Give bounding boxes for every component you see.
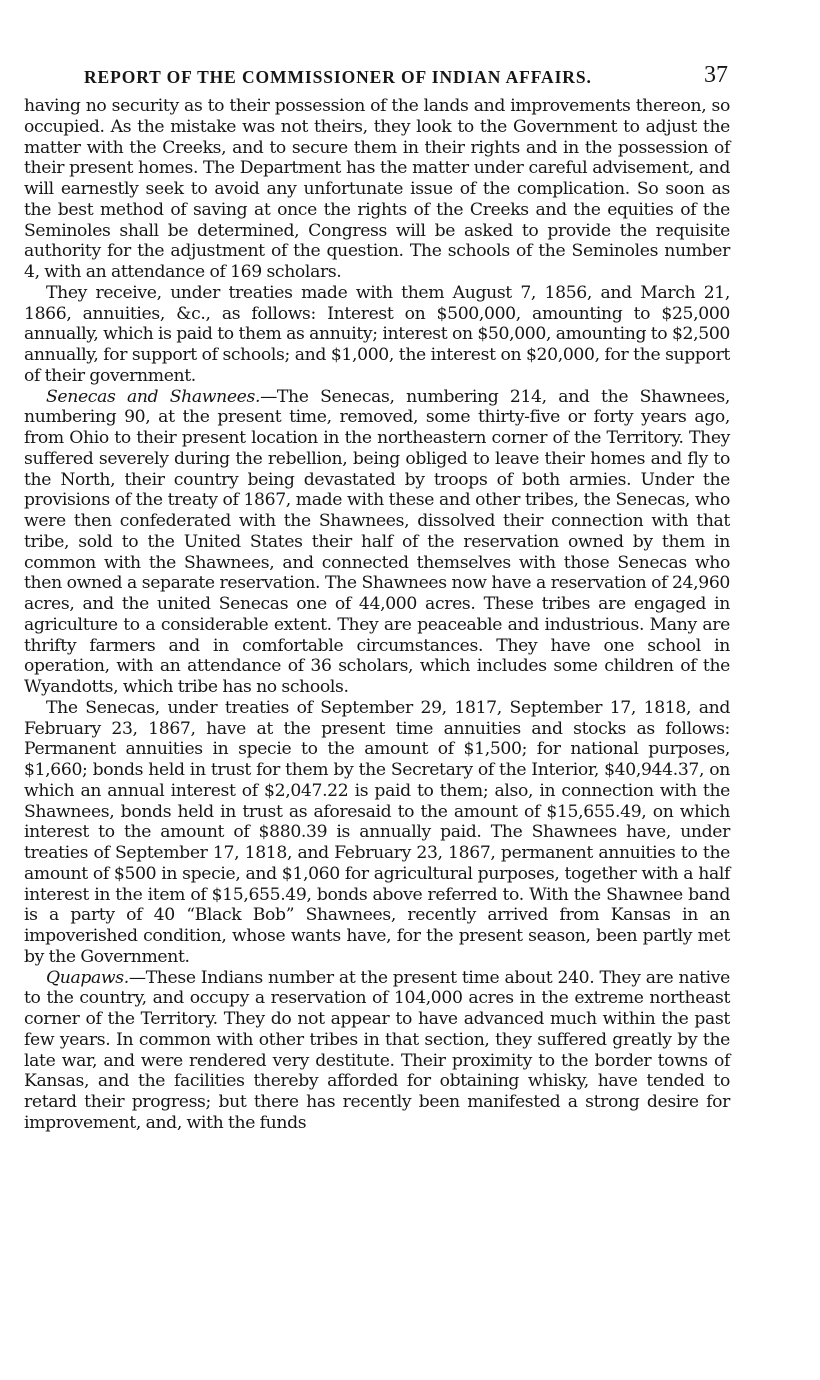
body-text xyxy=(24,96,730,1134)
section-lead-senecas-shawnees: Senecas and Shawnees. xyxy=(46,386,261,407)
paragraph-text: —The Senecas, numbering 214, and the Shawnees, numbering 90, at the present time, removed, some thirty-five or forty years ago, from Ohio to their present location in the northeastern corner of the Territory. They suffered severely during the rebellion, being obliged to leave their homes and fly to the North, their country being devastated by troops of both armies. Under the provisions of the treaty of 1867, made with these and other tribes, the Senecas, who were then confederated with the Shawnees, dissolved their connection with that tribe, sold to the United States their half of the reservation owned by them in common with the Shawnees, and connected themselves with those Senecas who then owned a separate reservation. The Shawnees now have a reservation of 24,960 acres, and the united Senecas one of 44,000 acres. These tribes are engaged in agriculture to a considerable extent. They are peaceable and industrious. Many are thrifty farmers and in comfortable circumstances. They have one school in operation, with an attendance of 36 scholars, which includes some children of the Wyandotts, which tribe has no schools. xyxy=(24,386,730,697)
paragraph-senecas-treaties xyxy=(24,698,730,968)
page-number: 37 xyxy=(704,62,728,88)
paragraph-text: having no security as to their possession of the lands and improvements thereon, so occupied. As the mistake was not theirs, they look to the Government to adjust the matter with the Creeks, and to secure them in their rights and in the possession of their present homes. The Department has the matter under careful advisement, and will earnestly seek to avoid any unfortunate issue of the complication. So soon as the best method of saving at once the rights of the Creeks and the equities of the Seminoles shall be determined, Congress will be asked to provide the requisite authority for the adjustment of the question. The schools of the Seminoles number 4, with an attendance of 169 scholars. xyxy=(24,96,730,282)
paragraph-seminoles-continued xyxy=(24,96,730,283)
section-lead-quapaws: Quapaws. xyxy=(46,967,129,988)
paragraph-text: They receive, under treaties made with them August 7, 1856, and March 21, 1866, annuities, &c., as follows: Interest on $500,000, amounting to $25,000 annually, which is paid to them as annuity; interest on $50,000, amounting to $2,500 annually, for support of schools; and $1,000, the interest on $20,000, for the support of their government. xyxy=(24,282,730,386)
paragraph-text: The Senecas, under treaties of September 29, 1817, September 17, 1818, and February 23, 1867, have at the present time annuities and stocks as follows: Permanent annuities in specie to the amount of $1,500; for national purposes, $1,660; bonds held in trust for them by the Secretary of the Interior, $40,944.37, on which an annual interest of $2,047.22 is paid to them; also, in connection with the Shawnees, bonds held in trust as aforesaid to the amount of $15,655.49, on which interest to the amount of $880.39 is annually paid. The Shawnees have, under treaties of September 17, 1818, and February 23, 1867, permanent annuities to the amount of $500 in specie, and $1,060 for agricultural purposes, together with a half interest in the item of $15,655.49, bonds above referred to. With the Shawnee band is a party of 40 “Black Bob” Shawnees, recently arrived from Kansas in an impoverished condition, whose wants have, for the present season, been partly met by the Government. xyxy=(24,697,730,967)
paragraph-quapaws xyxy=(24,968,730,1134)
page-header xyxy=(24,62,730,96)
running-title: REPORT OF THE COMMISSIONER OF INDIAN AFFAIRS. xyxy=(84,67,592,87)
paragraph-senecas-shawnees xyxy=(24,387,730,698)
paragraph-text: —These Indians number at the present time about 240. They are native to the country, and occupy a reservation of 104,000 acres in the extreme northeast corner of the Territory. They do not appear to have advanced much within the past few years. In common with other tribes in that section, they suffered greatly by the late war, and were rendered very destitute. Their proximity to the border towns of Kansas, and the facilities thereby afforded for obtaining whisky, have tended to retard their progress; but there has recently been manifested a strong desire for improvement, and, with the funds xyxy=(24,967,730,1133)
paragraph-seminoles-annuities xyxy=(24,283,730,387)
document-page xyxy=(24,62,730,1134)
